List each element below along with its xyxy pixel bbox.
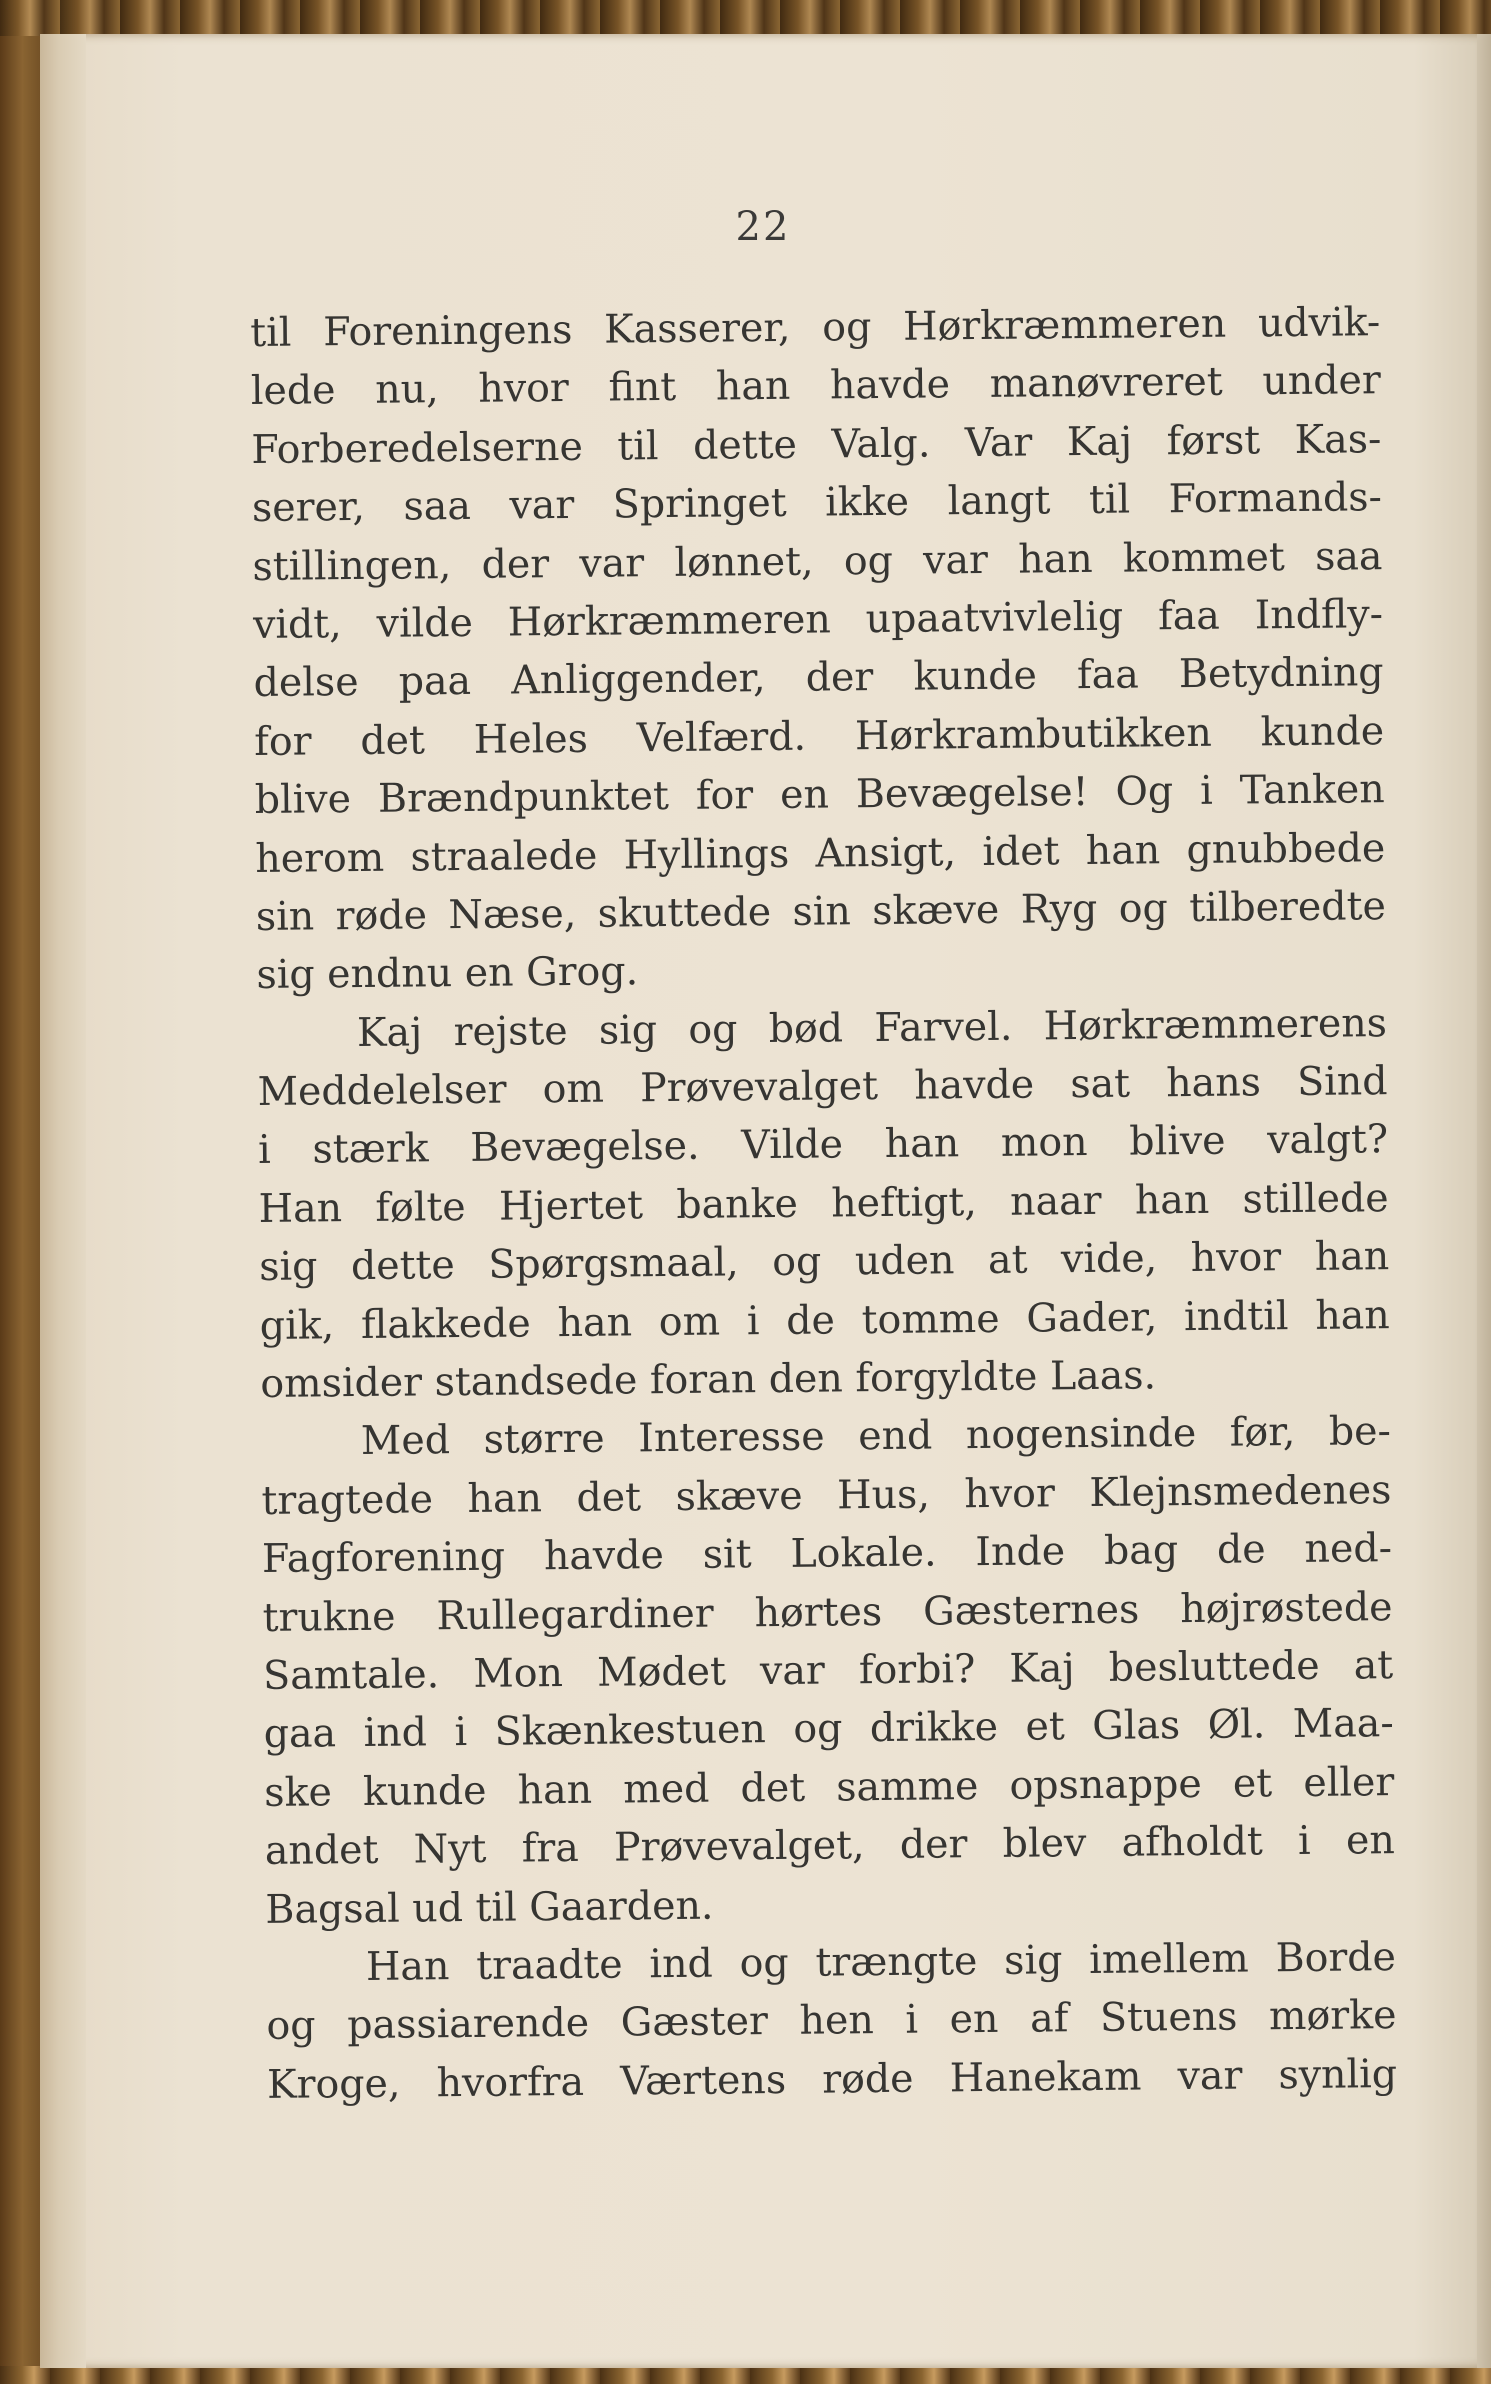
text-line: Bagsal ud til Gaarden.	[265, 1882, 714, 1933]
book-page	[40, 34, 1486, 2368]
text-line: Meddelelser om Prøvevalget havde sat hans Sind	[257, 1058, 1388, 1116]
text-line: vidt, vilde Hørkræmmeren upaatvivlelig faa Indfly-	[252, 591, 1384, 648]
text-line: stillingen, der var lønnet, og var han kommet saa	[252, 532, 1383, 590]
text-line: lede nu, hvor fint han havde manøvreret under	[250, 357, 1382, 415]
text-line: ske kunde han med det samme opsnappe et eller	[264, 1758, 1395, 1816]
text-line: delse paa Anliggender, der kunde faa Betydning	[253, 649, 1384, 707]
text-line: Samtale. Mon Mødet var forbi? Kaj besluttede at	[262, 1642, 1394, 1699]
text-line: Med større Interesse end nogensinde før, be-	[360, 1408, 1392, 1465]
text-line: for det Heles Velfærd. Hørkrambutikken kunde	[253, 707, 1385, 765]
page-gutter	[40, 34, 86, 2368]
text-line: blive Brændpunktet for en Bevægelse! Og i Tanken	[254, 766, 1385, 824]
text-line: tragtede han det skæve Hus, hvor Klejnsmedenes	[261, 1466, 1392, 1524]
text-line: sig dette Spørgsmaal, og uden at vide, hvor han	[259, 1233, 1390, 1291]
text-line: Han følte Hjertet banke heftigt, naar han stillede	[258, 1174, 1389, 1232]
book-cover-top-edge	[0, 0, 1491, 36]
text-line: serer, saa var Springet ikke langt til Formands-	[251, 474, 1383, 532]
text-line: gaa ind i Skænkestuen og drikke et Glas Øl. Maa-	[263, 1700, 1394, 1758]
page-number: 22	[735, 204, 791, 250]
text-line: til Foreningens Kasserer, og Hørkræmmeren udvik-	[250, 299, 1381, 356]
page-stack-edge	[1477, 34, 1491, 2368]
text-line: sig endnu en Grog.	[256, 948, 639, 999]
text-line: Kaj rejste sig og bød Farvel. Hørkræmmerens	[356, 999, 1388, 1056]
text-line: herom straalede Hyllings Ansigt, idet han gnubbede	[255, 824, 1386, 882]
text-line: Han traadte ind og trængte sig imellem Borde	[365, 1934, 1397, 1990]
body-text	[250, 293, 1397, 2114]
text-line: andet Nyt fra Prøvevalget, der blev afholdt i en	[264, 1817, 1396, 1875]
text-line: trukne Rullegardiner hørtes Gæsternes højrøstede	[262, 1583, 1393, 1641]
text-line: og passiarende Gæster hen i en af Stuens mørke	[266, 1992, 1397, 2050]
text-line: Kroge, hvorfra Værtens røde Hanekam var synlig	[266, 2050, 1398, 2108]
text-line: sin røde Næse, skuttede sin skæve Ryg og tilberedte	[255, 883, 1387, 940]
text-line: i stærk Bevægelse. Vilde han mon blive valgt?	[257, 1116, 1389, 1174]
text-line: omsider standsede foran den forgyldte Laas.	[260, 1352, 1157, 1407]
text-line: gik, flakkede han om i de tomme Gader, indtil han	[259, 1291, 1390, 1349]
book-cover-bottom-edge	[0, 2366, 1491, 2384]
text-line: Fagforening havde sit Lokale. Inde bag de ned-	[261, 1525, 1393, 1583]
text-line: Forberedelserne til dette Valg. Var Kaj først Kas-	[251, 415, 1382, 473]
